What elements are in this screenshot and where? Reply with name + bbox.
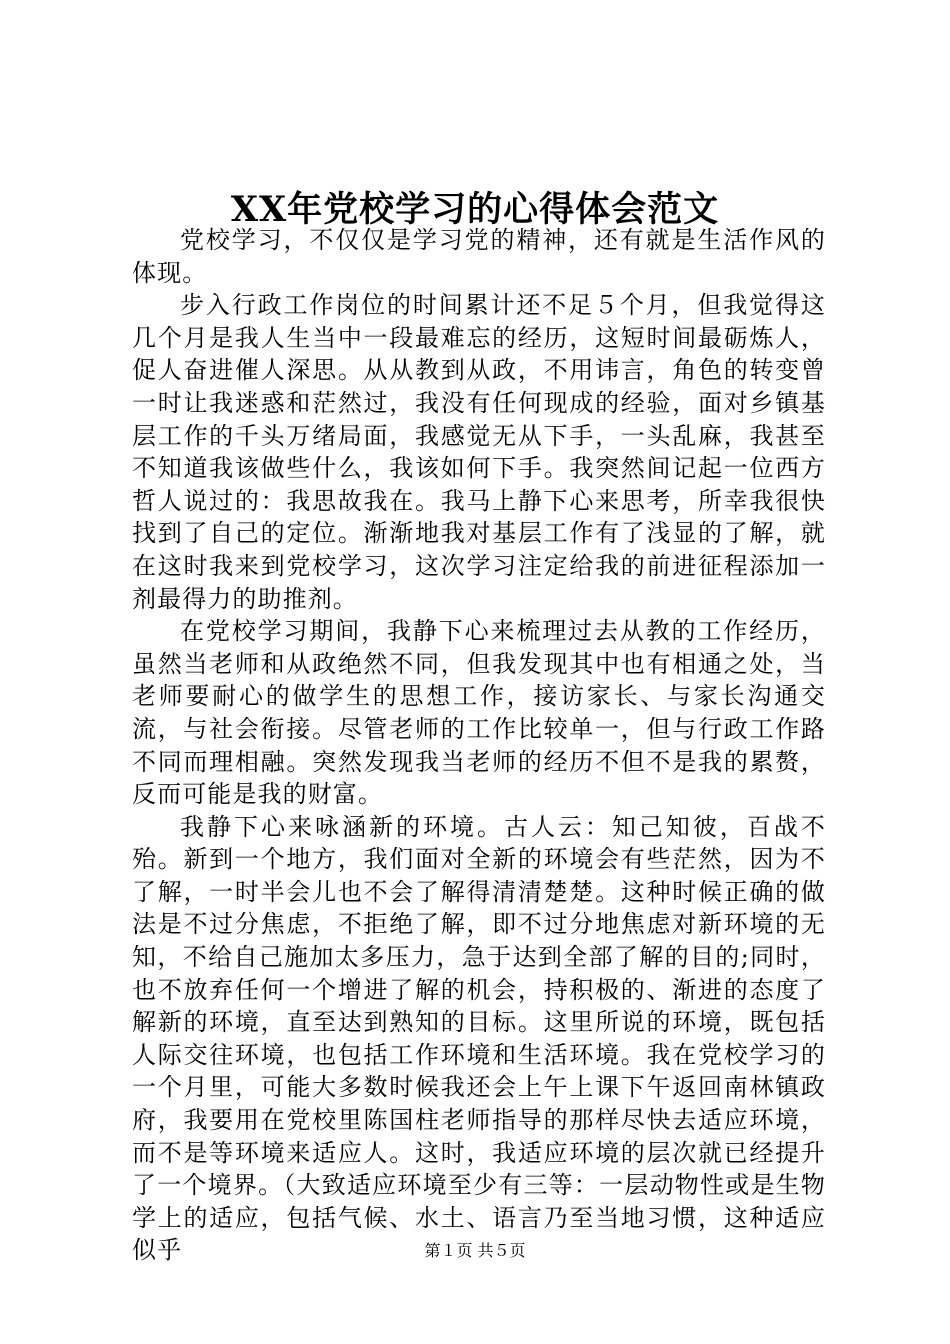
page-number-footer: 第１页 共５页 [424,1241,526,1260]
paragraph-2: 步入行政工作岗位的时间累计还不足５个月，但我觉得这几个月是我人生当中一段最难忘的经历，这短时间最砺炼人，促人奋进催人深思。从从教到从政，不用讳言，角色的转变曾一时让我迷惑和茫然过，我没有任何现成的经验，面对乡镇基层工作的千头万绪局面，我感觉无从下手，一头乱麻，我甚至不知道我该做些什么，我该如何下手。我突然间记起一位西方哲人说过的：我思故我在。我马上静下心来思考，所幸我很快找到了自己的定位。渐渐地我对基层工作有了浅显的了解，就在这时我来到党校学习，这次学习注定给我的前进征程添加一剂最得力的助推剂。 [132,291,826,613]
document-title: XX年党校学习的心得体会范文 [230,189,720,230]
paragraph-4: 我静下心来咏涵新的环境。古人云：知己知彼，百战不殆。新到一个地方，我们面对全新的环境会有些茫然，因为不了解，一时半会儿也不会了解得清清楚楚。这种时候正确的做法是不过分焦虑，不拒绝了解，即不过分地焦虑对新环境的无知，不给自己施加太多压力，急于达到全部了解的目的;同时，也不放弃任何一个增进了解的机会，持积极的、渐进的态度了解新的环境，直至达到熟知的目标。这里所说的环境，既包括人际交往环境，也包括工作环境和生活环境。我在党校学习的一个月里，可能大多数时候我还会上午上课下午返回南林镇政府，我要用在党校里陈国柱老师指导的那样尽快去适应环境，而不是等环境来适应人。这时，我适应环境的层次就已经提升了一个境界。（大致适应环境至少有三等：一层动物性或是生物学上的适应，包括气候、水土、语言乃至当地习惯，这种适应似乎 [132,812,826,1265]
paragraph-1: 党校学习，不仅仅是学习党的精神，还有就是生活作风的体现。 [132,226,826,287]
paragraph-3: 在党校学习期间，我静下心来梳理过去从教的工作经历，虽然当老师和从政绝然不同，但我发现其中也有相通之处，当老师要耐心的做学生的思想工作，接访家长、与家长沟通交流，与社会衔接。尽管老师的工作比较单一，但与行政工作路不同而理相融。突然发现我当老师的经历不但不是我的累赘，反而可能是我的财富。 [132,617,826,809]
document-body [132,224,826,1267]
